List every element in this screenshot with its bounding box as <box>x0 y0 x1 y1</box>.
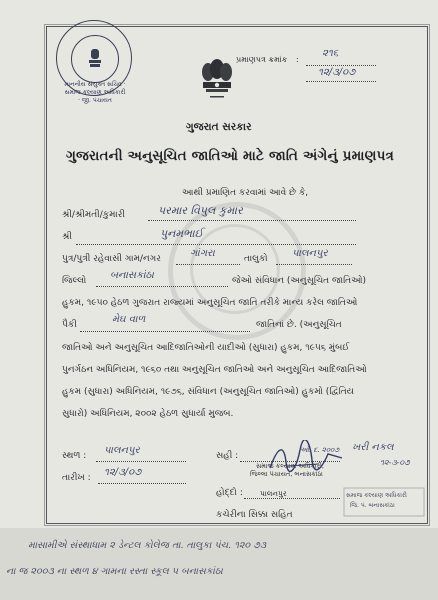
place-line <box>96 461 186 462</box>
post-value: પાલનપુર <box>260 489 287 498</box>
district-continuation: જેઓ સંવિધાન (અનુસૂચિત જાતિઓ) <box>232 276 367 286</box>
government-heading: ગુજરાત સરકાર <box>186 121 252 133</box>
paragraph-line-4: સુધારો) અધિનિયમ, ૨૦૦૨ હેઠળ સુધાર્યા મુજબ. <box>62 409 234 419</box>
true-copy-mark: ખરી નકલ <box>352 442 394 453</box>
officer-title-line-2: જિલ્લા પંચાયત, બનાસકાંઠા <box>250 470 323 478</box>
footer-date-label: તારીખ : <box>62 473 91 483</box>
sign-label: સહી : <box>216 451 239 461</box>
seal-emblem-icon <box>87 47 103 69</box>
district-line <box>96 286 228 287</box>
signature-text: ઓ. દ. ૨૦૦૭ <box>300 446 340 454</box>
name-value: પરમાર વિપુલ કુમાર <box>158 204 243 217</box>
official-round-seal <box>56 20 132 104</box>
village-line <box>176 264 240 265</box>
handwritten-note-line-2: ના જ ૨૦૦૩ ના સ્થળ ૪ ગામના રસ્તા સ્કૂલ ૫ બનાસકાંઠા <box>6 566 223 577</box>
father-line <box>76 244 356 245</box>
attestation-stamp <box>340 458 430 518</box>
paragraph-line-3: હુકમ (સુધારા) અધિનિયમ, ૧૯૭૬, સંવિધાન (અનુસૂચિત જાતિઓ) હુકમો (દ્વિતિય <box>62 387 355 397</box>
taluka-label: તાલુકો <box>244 254 268 264</box>
background-surface <box>0 520 438 600</box>
paragraph-line-1: જાતિઓ અને અનુસૂચિત આદિજાતિઓની યાદીઓ (સુધારા) હુકમ, ૧૯૫૬ મુંબઈ <box>62 343 350 353</box>
taluka-value: પાલનપુર <box>292 248 328 259</box>
father-value: પુનમભાઈ <box>160 227 204 240</box>
attest-stamp-line-1: સમાજ કલ્યાણ અધિકારી <box>346 492 407 499</box>
taluka-line <box>276 264 352 265</box>
caste-line <box>80 331 250 332</box>
village-value: ગાંગરા <box>190 248 215 259</box>
footer-date-value: ૧૨/૩/૦૭ <box>104 467 142 478</box>
caste-continuation: જાતિનાં છે. (અનુસૂચિત <box>256 320 342 330</box>
page-title: ગુજરાતની અનુસૂચિત જાતિઓ માટે જાતિ અંગેનું પ્રમાણપત્ર <box>66 148 395 164</box>
certificate-number-line <box>306 65 376 66</box>
name-line <box>148 220 356 221</box>
father-label: શ્રી <box>62 232 72 242</box>
handwritten-note-line-1: માસામીએ સંસ્થાધામ ૨ ડેન્ટલ કોલેજ તા. તાલુકા પંચ. ૧૨૦ ૭૩ <box>28 540 267 551</box>
header-date-line <box>306 81 376 82</box>
caste-value: મેઘ વાળ <box>112 314 146 325</box>
true-copy-date: ૧૨-૩-૦૭ <box>380 458 410 467</box>
village-label: પુત્ર/પુત્રી રહેવાસી ગામ/નગર <box>62 254 161 264</box>
caste-prefix: પૈકી <box>62 320 77 330</box>
seal-text: માનનીય સંયુક્ત સચિવ · સમાજ કલ્યાણ અધિકારી · જી. પંચાયત <box>64 81 126 104</box>
national-emblem-icon <box>196 58 238 106</box>
name-label: શ્રી/શ્રીમતી/કુમારી <box>62 210 125 220</box>
place-label: સ્થળ : <box>62 451 87 461</box>
order-line: હુકમ, ૧૯૫૦ હેઠળ ગુજરાત રાજ્યમાં અનુસૂચિત જાતિ તરીકે માન્ય કરેલ જાતિઓ <box>62 298 358 308</box>
district-value: બનાસકાંઠા <box>110 270 154 281</box>
place-value: પાલનપુર <box>104 445 140 456</box>
certificate-number-colon: : <box>296 55 299 64</box>
attest-stamp-line-2: જિ. પં. બનાસકાંઠા <box>350 502 395 509</box>
certificate-number-value: ૨૧૬ <box>322 48 339 59</box>
post-line <box>244 498 340 499</box>
office-seal-label: કચેરીના સિક્કા સહિત <box>216 510 293 520</box>
certificate-number-label: પ્રમાણપત્ર ક્રમાંક <box>236 55 288 64</box>
header-date-value: ૧૨/૩/૦૭ <box>318 67 356 78</box>
district-label: જિલ્લો <box>62 276 87 286</box>
intro-text: આથી પ્રમાણિત કરવામાં આવે છે કે, <box>182 188 309 198</box>
post-label: હોદ્દો : <box>216 488 243 498</box>
officer-title-line-1: સમાજ કલ્યાણ અધિકારી, <box>256 462 324 470</box>
footer-date-line <box>98 483 186 484</box>
paragraph-line-2: પુનર્ગઠન અધિનિયમ, ૧૯૬૦ તથા અનુસૂચિત જાતિઓ અને અનુસૂચિત આદિજાતિઓ <box>62 365 367 375</box>
